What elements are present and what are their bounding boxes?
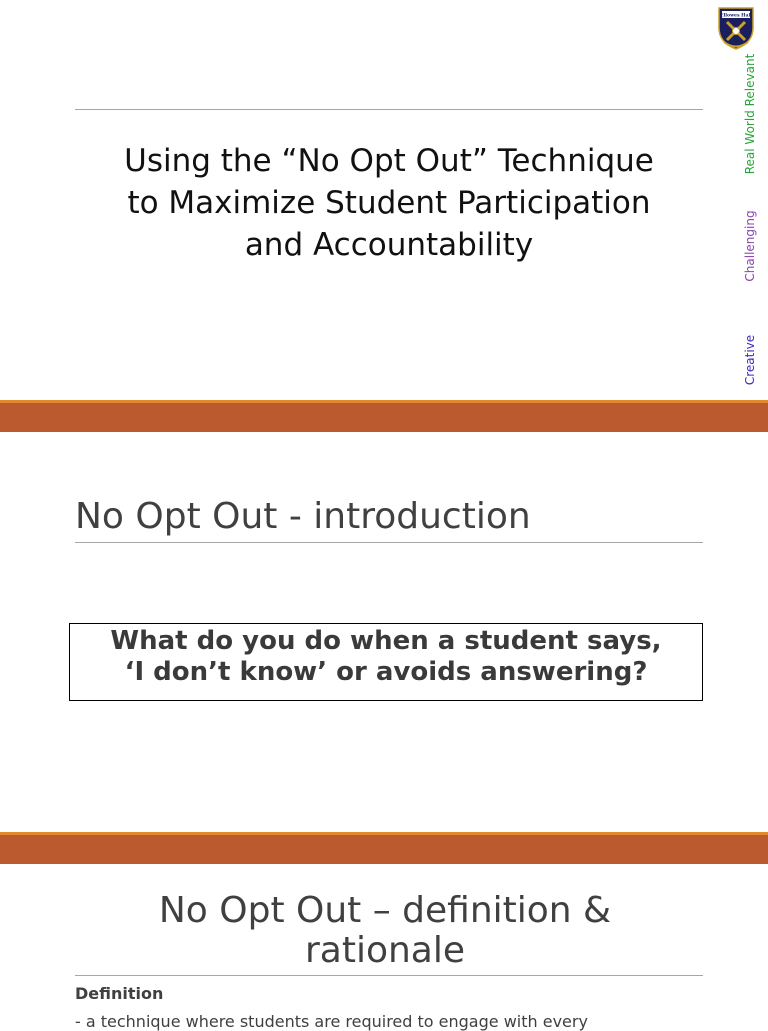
slide-title	[0, 0, 768, 400]
school-crest-logo	[716, 6, 756, 50]
definition-label: Definition	[75, 984, 164, 1003]
question-line: What do you do when a student says,	[110, 626, 662, 656]
slide-divider	[0, 832, 768, 864]
definition-text: - a technique where students are required to engage with every	[75, 1012, 588, 1031]
heading-line: No Opt Out – definition &	[158, 890, 612, 931]
title-line: and Accountability	[244, 227, 534, 263]
slide-heading	[75, 891, 695, 971]
heading-rule	[75, 975, 703, 976]
slide-title-text	[75, 140, 703, 266]
slide-heading: No Opt Out - introduction	[75, 496, 531, 537]
title-line: to Maximize Student Participation	[127, 185, 651, 221]
question-box	[69, 623, 703, 701]
heading-rule	[75, 542, 703, 543]
question-line: ‘I don’t know’ or avoids answering?	[124, 657, 648, 687]
side-label-creative: Creative	[743, 334, 757, 386]
crest-text: Ellowes Hall	[720, 13, 752, 19]
side-label-challenging: Challenging	[743, 210, 757, 282]
side-label-real-world: Real World Relevant	[743, 53, 757, 175]
slide-divider	[0, 400, 768, 432]
heading-line: rationale	[304, 930, 466, 971]
title-line: Using the “No Opt Out” Technique	[124, 143, 654, 179]
title-rule	[75, 109, 703, 110]
